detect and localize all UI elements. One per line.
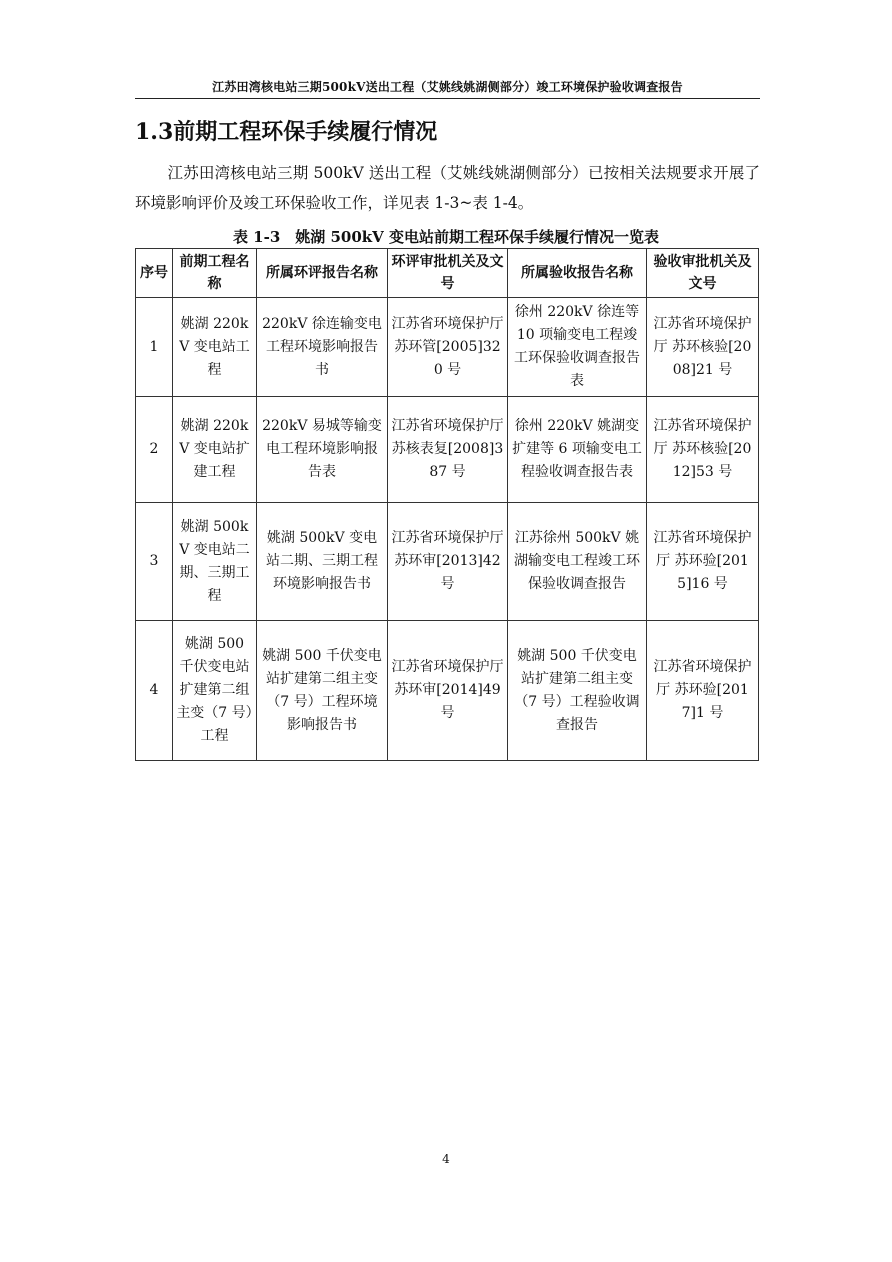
header-no: 序号	[136, 249, 173, 298]
cell-project: 姚湖 500kV 变电站二期、三期工程	[173, 503, 257, 621]
cell-eia-report: 220kV 徐连输变电工程环境影响报告书	[257, 298, 388, 397]
table-row	[136, 621, 759, 761]
page-number: 4	[442, 1152, 450, 1166]
header-acceptance-report: 所属验收报告名称	[508, 249, 647, 298]
table-row	[136, 298, 759, 397]
cell-eia-report: 220kV 易城等输变电工程环境影响报告表	[257, 397, 388, 503]
cell-eia-report: 姚湖 500 千伏变电站扩建第二组主变（7 号）工程环境影响报告书	[257, 621, 388, 761]
page-header: 江苏田湾核电站三期500kV送出工程（艾姚线姚湖侧部分）竣工环境保护验收调查报告	[135, 76, 760, 99]
cell-eia-report: 姚湖 500kV 变电站二期、三期工程环境影响报告书	[257, 503, 388, 621]
cell-acceptance-approval: 江苏省环境保护厅 苏环核验[2008]21 号	[647, 298, 759, 397]
body-paragraph: 江苏田湾核电站三期 500kV 送出工程（艾姚线姚湖侧部分）已按相关法规要求开展了环境影响评价及竣工环保验收工作，详见表 1-3~表 1-4。	[135, 164, 760, 212]
cell-acceptance-approval: 江苏省环境保护厅 苏环验[2017]1 号	[647, 621, 759, 761]
cell-eia-approval: 江苏省环境保护厅 苏核表复[2008]387 号	[388, 397, 508, 503]
cell-acceptance-report: 徐州 220kV 姚湖变扩建等 6 项输变电工程验收调查报告表	[508, 397, 647, 503]
table-header-row	[136, 249, 759, 298]
table-row	[136, 503, 759, 621]
cell-acceptance-report: 姚湖 500 千伏变电站扩建第二组主变（7 号）工程验收调查报告	[508, 621, 647, 761]
cell-project: 姚湖 500 千伏变电站扩建第二组主变（7 号）工程	[173, 621, 257, 761]
cell-no: 4	[136, 621, 173, 761]
environmental-procedures-table	[135, 248, 759, 761]
cell-eia-approval: 江苏省环境保护厅 苏环审[2014]49 号	[388, 621, 508, 761]
section-title: 1.3前期工程环保手续履行情况	[135, 119, 438, 145]
header-eia-approval: 环评审批机关及文号	[388, 249, 508, 298]
header-acceptance-approval: 验收审批机关及文号	[647, 249, 759, 298]
header-eia-report: 所属环评报告名称	[257, 249, 388, 298]
header-project: 前期工程名称	[173, 249, 257, 298]
cell-no: 3	[136, 503, 173, 621]
cell-no: 1	[136, 298, 173, 397]
cell-project: 姚湖 220kV 变电站扩建工程	[173, 397, 257, 503]
cell-acceptance-report: 徐州 220kV 徐连等 10 项输变电工程竣工环保验收调查报告表	[508, 298, 647, 397]
cell-eia-approval: 江苏省环境保护厅 苏环审[2013]42 号	[388, 503, 508, 621]
table-row	[136, 397, 759, 503]
cell-acceptance-approval: 江苏省环境保护厅 苏环验[2015]16 号	[647, 503, 759, 621]
cell-acceptance-approval: 江苏省环境保护厅 苏环核验[2012]53 号	[647, 397, 759, 503]
cell-eia-approval: 江苏省环境保护厅 苏环管[2005]320 号	[388, 298, 508, 397]
table-caption: 表 1-3 姚湖 500kV 变电站前期工程环保手续履行情况一览表	[232, 228, 660, 246]
cell-project: 姚湖 220kV 变电站工程	[173, 298, 257, 397]
cell-no: 2	[136, 397, 173, 503]
cell-acceptance-report: 江苏徐州 500kV 姚湖输变电工程竣工环保验收调查报告	[508, 503, 647, 621]
